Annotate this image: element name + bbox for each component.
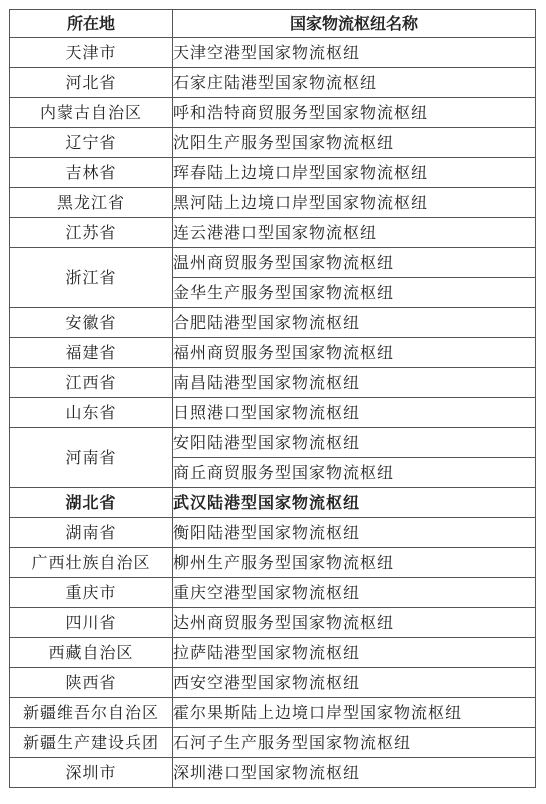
header-region: 所在地 xyxy=(10,10,173,38)
hub-name-cell: 南昌陆港型国家物流枢纽 xyxy=(173,368,536,398)
region-cell: 黑龙江省 xyxy=(10,188,173,218)
table-row xyxy=(10,758,536,788)
hub-name-cell: 珲春陆上边境口岸型国家物流枢纽 xyxy=(173,158,536,188)
hub-name-cell: 温州商贸服务型国家物流枢纽 xyxy=(173,248,536,278)
table-row xyxy=(10,548,536,578)
hub-name-cell: 重庆空港型国家物流枢纽 xyxy=(173,578,536,608)
region-cell: 内蒙古自治区 xyxy=(10,98,173,128)
hub-name-cell: 合肥陆港型国家物流枢纽 xyxy=(173,308,536,338)
table-row xyxy=(10,668,536,698)
hub-name-cell: 日照港口型国家物流枢纽 xyxy=(173,398,536,428)
table-row xyxy=(10,638,536,668)
table-row xyxy=(10,728,536,758)
hub-name-cell: 石家庄陆港型国家物流枢纽 xyxy=(173,68,536,98)
region-cell: 西藏自治区 xyxy=(10,638,173,668)
region-cell: 吉林省 xyxy=(10,158,173,188)
region-cell: 辽宁省 xyxy=(10,128,173,158)
hub-name-cell: 呼和浩特商贸服务型国家物流枢纽 xyxy=(173,98,536,128)
region-cell: 陕西省 xyxy=(10,668,173,698)
table-row xyxy=(10,248,536,278)
hub-name-cell: 柳州生产服务型国家物流枢纽 xyxy=(173,548,536,578)
hub-name-cell: 天津空港型国家物流枢纽 xyxy=(173,38,536,68)
table-row xyxy=(10,68,536,98)
table-row xyxy=(10,308,536,338)
region-cell: 四川省 xyxy=(10,608,173,638)
hub-name-cell: 商丘商贸服务型国家物流枢纽 xyxy=(173,458,536,488)
region-cell: 新疆生产建设兵团 xyxy=(10,728,173,758)
table-row xyxy=(10,38,536,68)
table-row xyxy=(10,518,536,548)
table-body xyxy=(10,38,536,788)
header-row xyxy=(10,10,536,38)
table-row xyxy=(10,218,536,248)
hub-name-cell: 武汉陆港型国家物流枢纽 xyxy=(173,488,536,518)
header-hub-name: 国家物流枢纽名称 xyxy=(173,10,536,38)
table-row xyxy=(10,98,536,128)
hub-name-cell: 黑河陆上边境口岸型国家物流枢纽 xyxy=(173,188,536,218)
region-cell: 天津市 xyxy=(10,38,173,68)
hub-name-cell: 石河子生产服务型国家物流枢纽 xyxy=(173,728,536,758)
region-cell: 浙江省 xyxy=(10,248,173,308)
table-row xyxy=(10,578,536,608)
table-row xyxy=(10,428,536,458)
region-cell: 深圳市 xyxy=(10,758,173,788)
table-row xyxy=(10,698,536,728)
table-row xyxy=(10,188,536,218)
table-row xyxy=(10,488,536,518)
region-cell: 山东省 xyxy=(10,398,173,428)
hub-name-cell: 连云港港口型国家物流枢纽 xyxy=(173,218,536,248)
table-row xyxy=(10,608,536,638)
region-cell: 河北省 xyxy=(10,68,173,98)
hub-name-cell: 金华生产服务型国家物流枢纽 xyxy=(173,278,536,308)
table-row xyxy=(10,398,536,428)
region-cell: 福建省 xyxy=(10,338,173,368)
region-cell: 湖南省 xyxy=(10,518,173,548)
table-row xyxy=(10,338,536,368)
region-cell: 江西省 xyxy=(10,368,173,398)
logistics-hub-table xyxy=(9,9,536,788)
region-cell: 新疆维吾尔自治区 xyxy=(10,698,173,728)
region-cell: 江苏省 xyxy=(10,218,173,248)
region-cell: 安徽省 xyxy=(10,308,173,338)
hub-name-cell: 衡阳陆港型国家物流枢纽 xyxy=(173,518,536,548)
hub-name-cell: 福州商贸服务型国家物流枢纽 xyxy=(173,338,536,368)
hub-name-cell: 霍尔果斯陆上边境口岸型国家物流枢纽 xyxy=(173,698,536,728)
region-cell: 河南省 xyxy=(10,428,173,488)
table-row xyxy=(10,158,536,188)
table-row xyxy=(10,368,536,398)
region-cell: 重庆市 xyxy=(10,578,173,608)
table-row xyxy=(10,128,536,158)
region-cell: 广西壮族自治区 xyxy=(10,548,173,578)
hub-name-cell: 安阳陆港型国家物流枢纽 xyxy=(173,428,536,458)
hub-name-cell: 拉萨陆港型国家物流枢纽 xyxy=(173,638,536,668)
region-cell: 湖北省 xyxy=(10,488,173,518)
hub-name-cell: 达州商贸服务型国家物流枢纽 xyxy=(173,608,536,638)
hub-name-cell: 西安空港型国家物流枢纽 xyxy=(173,668,536,698)
hub-name-cell: 沈阳生产服务型国家物流枢纽 xyxy=(173,128,536,158)
hub-name-cell: 深圳港口型国家物流枢纽 xyxy=(173,758,536,788)
